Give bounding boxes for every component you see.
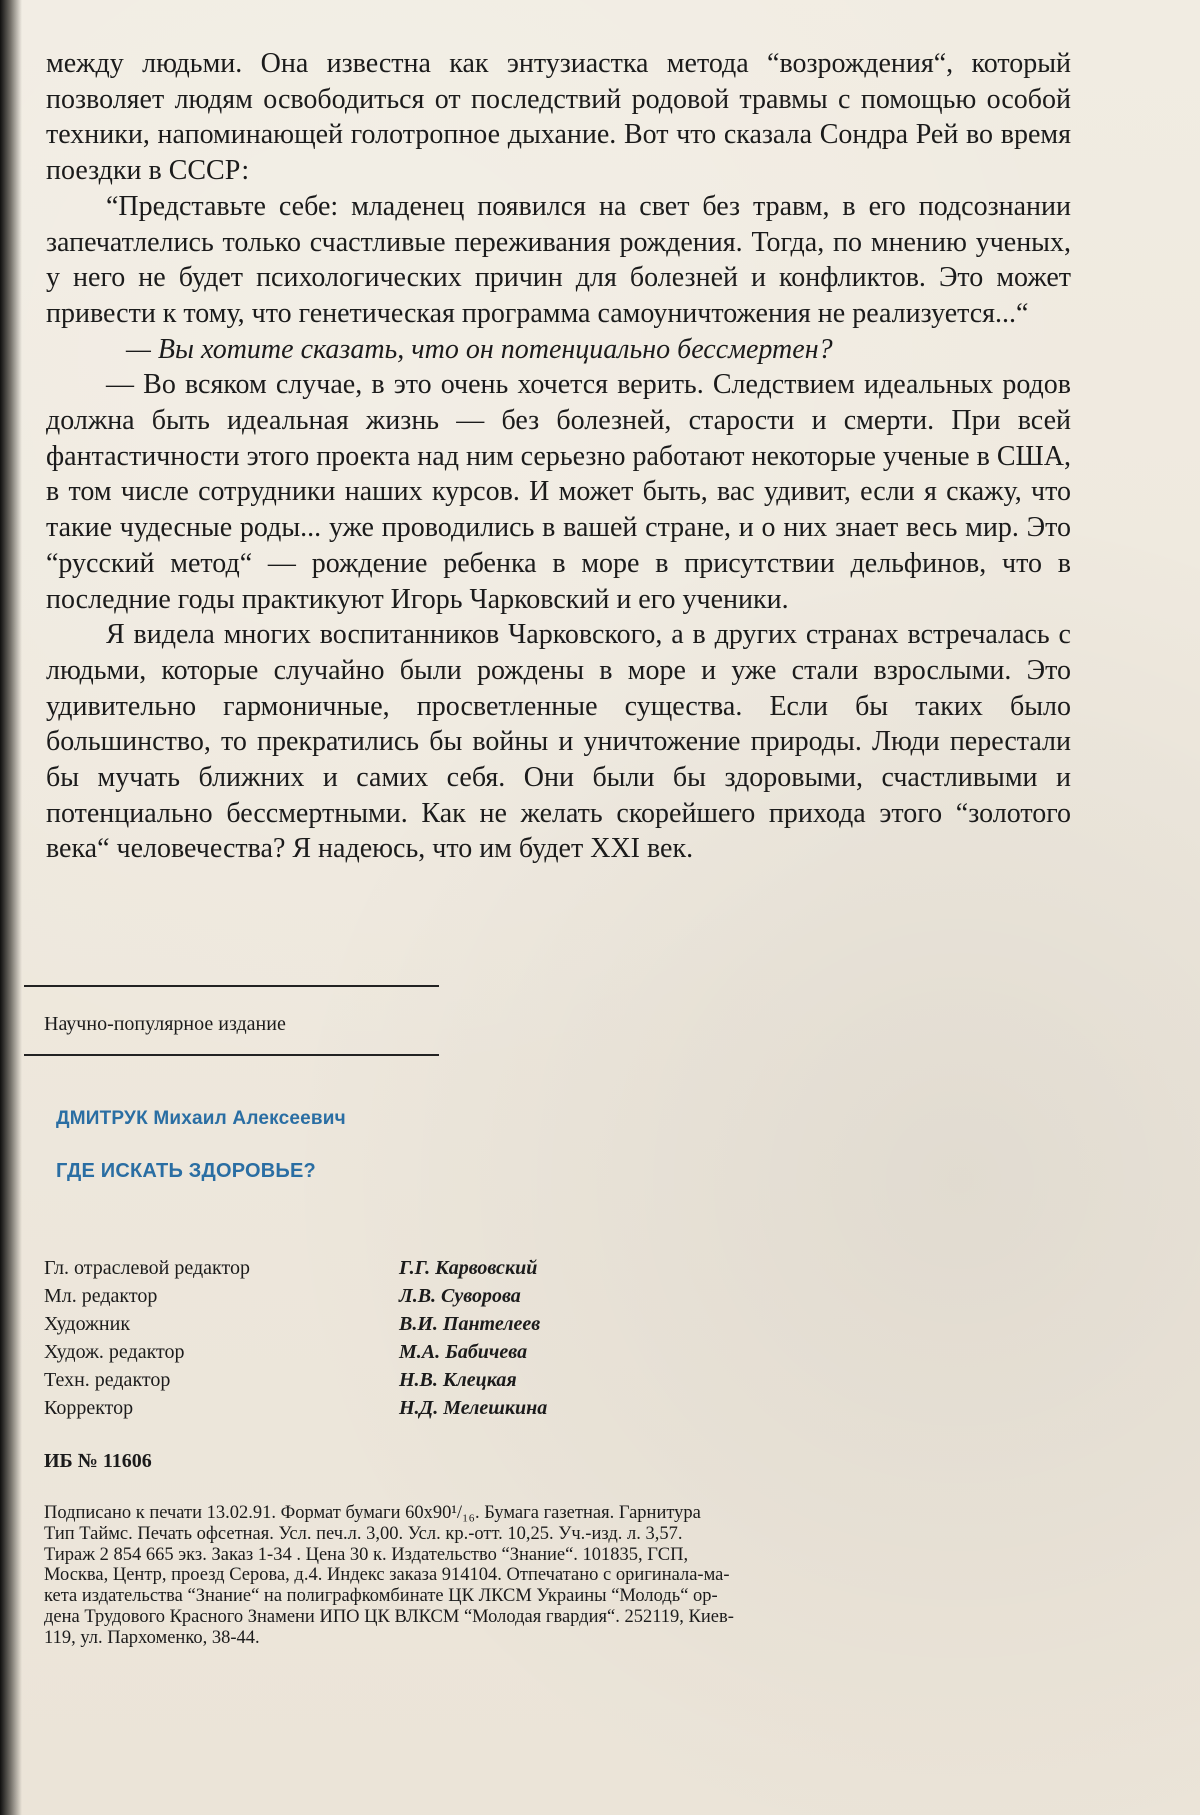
- credit-row: [44, 1310, 744, 1338]
- credit-row: [44, 1254, 744, 1282]
- credit-name: Н.В. Клецкая: [399, 1369, 517, 1391]
- paragraph-intro: между людьми. Она известна как энтузиастка метода “возрождения“, который позволяет людям освободиться от последствий родовой травмы с помощью особой техники, напоминающей голотропное дыхание. Вот что сказала Сондра Рей во время поездки в СССР:: [46, 48, 1071, 187]
- imprint-line: Москва, Центр, проезд Серова, д.4. Индекс заказа 914104. Отпечатано с оригинала-ма-: [44, 1565, 730, 1586]
- bottom-rule: [24, 1054, 439, 1056]
- imprint-line: Тираж 2 854 665 экз. Заказ 1-34 . Цена 30 к. Издательство “Знание“. 101835, ГСП,: [44, 1544, 689, 1565]
- credit-row: [44, 1366, 744, 1394]
- credit-row: [44, 1282, 744, 1310]
- edition-label: Научно-популярное издание: [44, 1013, 286, 1035]
- author-given-names: Михаил Алексеевич: [153, 1108, 346, 1129]
- credit-role: Корректор: [44, 1397, 134, 1419]
- credit-name: Г.Г. Карвовский: [399, 1257, 538, 1279]
- credit-role: Художник: [44, 1313, 131, 1335]
- book-spine-shadow: [0, 0, 22, 1815]
- author-surname: ДМИТРУК: [56, 1108, 148, 1129]
- paragraph-question: — Вы хотите сказать, что он потенциально бессмертен?: [126, 333, 833, 365]
- author-name: [56, 1108, 346, 1130]
- credit-row: [44, 1394, 744, 1422]
- imprint-line: Подписано к печати 13.02.91. Формат бумаги 60x90¹/₁₆. Бумага газетная. Гарнитура: [44, 1503, 701, 1523]
- paragraph-quote: “Представьте себе: младенец появился на свет без травм, в его подсознании запечатлелись только счастливые переживания рождения. Тогда, по мнению ученых, у него не будет психологических причин для болезней и конфликтов. Это может привести к тому, что генетическая программа самоуничтожения не реализуется...“: [46, 190, 1071, 329]
- imprint-line: кета издательства “Знание“ на полиграфкомбинате ЦК ЛКСМ Украины “Молодь“ ор-: [44, 1586, 718, 1607]
- credit-row: [44, 1338, 744, 1366]
- main-text: [46, 46, 1071, 867]
- ib-number: ИБ № 11606: [44, 1450, 152, 1472]
- credit-name: В.И. Пантелеев: [399, 1313, 541, 1335]
- book-title: ГДЕ ИСКАТЬ ЗДОРОВЬЕ?: [56, 1160, 316, 1182]
- imprint-line: дена Трудового Красного Знамени ИПО ЦК ВЛКСМ “Молодая гвардия“. 252119, Киев-: [44, 1606, 734, 1627]
- credit-role: Гл. отраслевой редактор: [44, 1257, 250, 1279]
- credit-role: Мл. редактор: [44, 1285, 158, 1307]
- imprint-line: 119, ул. Пархоменко, 38-44.: [44, 1627, 260, 1648]
- credit-name: Н.Д. Мелешкина: [399, 1397, 548, 1419]
- paragraph-answer: — Во всяком случае, в это очень хочется верить. Следствием идеальных родов должна быть идеальная жизнь — без болезней, старости и смерти. При всей фантастичности этого проекта над ним серьезно работают некоторые ученые в США, в том числе сотрудники наших курсов. И может быть, вас удивит, если я скажу, что такие чудесные роды... уже проводились в вашей стране, и о них знает весь мир. Это “русский метод“ — рождение ребенка в море в присутствии дельфинов, что в последние годы практикуют Игорь Чарковский и его ученики.: [46, 369, 1071, 615]
- credit-name: Л.В. Суворова: [399, 1285, 521, 1307]
- paragraph-conclusion: Я видела многих воспитанников Чарковского, а в других странах встречалась с людьми, которые случайно были рождены в море и уже стали взрослыми. Это удивительно гармоничные, просветленные существа. Если бы таких было большинство, то прекратились бы войны и уничтожение природы. Люди перестали бы мучать ближних и самих себя. Они были бы здоровыми, счастливыми и потенциально бессмертными. Как не желать скорейшего прихода этого “золотого века“ человечества? Я надеюсь, что им будет XXI век.: [46, 619, 1071, 865]
- credit-role: Техн. редактор: [44, 1369, 171, 1391]
- imprint-block: [44, 1503, 1069, 1649]
- top-rule: [24, 985, 439, 987]
- credit-name: М.А. Бабичева: [399, 1341, 528, 1363]
- credit-role: Худож. редактор: [44, 1341, 185, 1363]
- imprint-line: Тип Таймс. Печать офсетная. Усл. печ.л. 3,00. Усл. кр.-отт. 10,25. Уч.-изд. л. 3,57.: [44, 1523, 683, 1544]
- credits-list: [44, 1254, 744, 1422]
